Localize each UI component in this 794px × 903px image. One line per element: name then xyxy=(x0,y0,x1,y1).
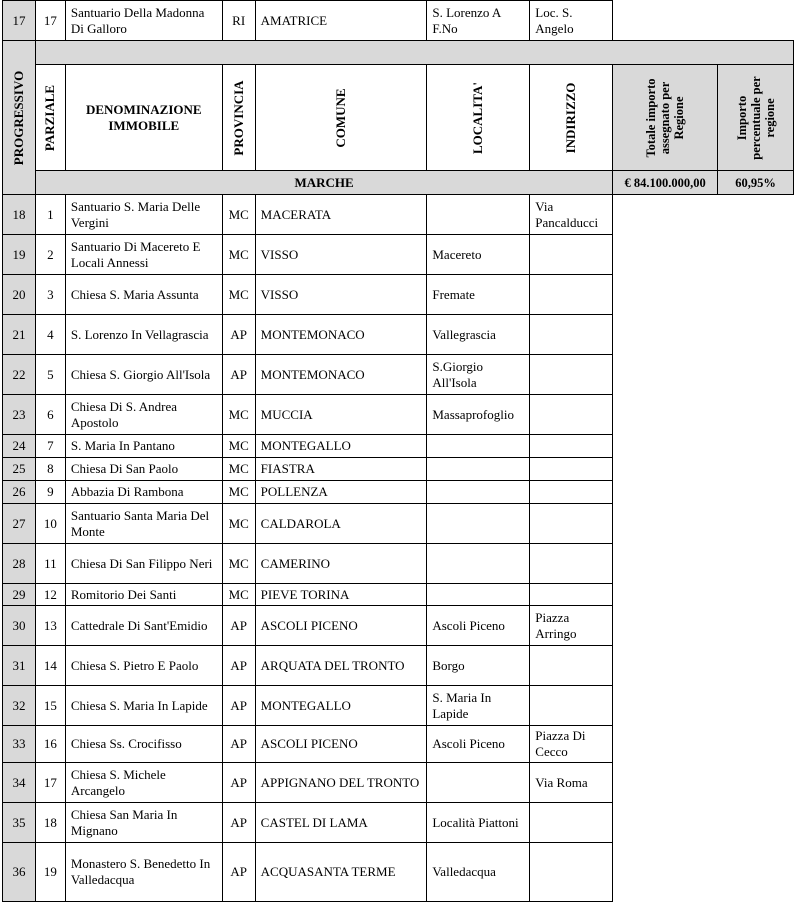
empty-cell xyxy=(613,763,794,803)
cell-progressivo: 26 xyxy=(3,481,36,504)
cell-indirizzo xyxy=(530,504,613,544)
table-row xyxy=(3,763,794,803)
empty-cell xyxy=(613,843,794,902)
cell-indirizzo: Via Pancalducci xyxy=(530,195,613,235)
cell-parziale: 6 xyxy=(35,395,65,435)
table-row xyxy=(3,803,794,843)
cell-localita: S.Giorgio All'Isola xyxy=(427,355,530,395)
cell-provincia: AP xyxy=(222,606,255,646)
region-row xyxy=(3,171,794,195)
cell-denominazione: Chiesa S. Giorgio All'Isola xyxy=(65,355,222,395)
cell-provincia: AP xyxy=(222,843,255,902)
cell-indirizzo xyxy=(530,315,613,355)
cell-comune: MONTEMONACO xyxy=(255,355,427,395)
cell-indirizzo xyxy=(530,458,613,481)
cell-denominazione: Chiesa S. Michele Arcangelo xyxy=(65,763,222,803)
cell-provincia: MC xyxy=(222,195,255,235)
empty-cell xyxy=(613,355,794,395)
empty-cell xyxy=(613,584,794,606)
cell-comune: MONTEMONACO xyxy=(255,315,427,355)
cell-localita: S. Lorenzo A F.No xyxy=(427,1,530,41)
empty-cell xyxy=(613,275,794,315)
table-row xyxy=(3,686,794,726)
table-row xyxy=(3,235,794,275)
empty-cell xyxy=(613,606,794,646)
cell-parziale: 4 xyxy=(35,315,65,355)
cell-parziale: 19 xyxy=(35,843,65,902)
cell-provincia: AP xyxy=(222,803,255,843)
table-row xyxy=(3,195,794,235)
cell-indirizzo xyxy=(530,544,613,584)
cell-comune: MONTEGALLO xyxy=(255,435,427,458)
cell-parziale: 11 xyxy=(35,544,65,584)
cell-indirizzo xyxy=(530,235,613,275)
cell-denominazione: Abbazia Di Rambona xyxy=(65,481,222,504)
empty-cell xyxy=(613,544,794,584)
table-row xyxy=(3,315,794,355)
empty-cell xyxy=(613,195,794,235)
cell-indirizzo xyxy=(530,803,613,843)
gray-band xyxy=(35,41,793,65)
cell-localita: Fremate xyxy=(427,275,530,315)
cell-progressivo: 22 xyxy=(3,355,36,395)
cell-localita xyxy=(427,481,530,504)
header-denominazione: DENOMINAZIONE IMMOBILE xyxy=(65,65,222,171)
header-parziale: PARZIALE xyxy=(35,65,65,171)
cell-indirizzo xyxy=(530,646,613,686)
cell-indirizzo: Piazza Arringo xyxy=(530,606,613,646)
table-row xyxy=(3,504,794,544)
cell-denominazione: Chiesa San Maria In Mignano xyxy=(65,803,222,843)
cell-provincia: AP xyxy=(222,315,255,355)
cell-indirizzo xyxy=(530,481,613,504)
cell-progressivo: 20 xyxy=(3,275,36,315)
cell-indirizzo xyxy=(530,584,613,606)
cell-provincia: MC xyxy=(222,584,255,606)
cell-comune: FIASTRA xyxy=(255,458,427,481)
cell-progressivo: 30 xyxy=(3,606,36,646)
empty-cell xyxy=(613,481,794,504)
cell-denominazione: Santuario Della Madonna Di Galloro xyxy=(65,1,222,41)
cell-progressivo: 18 xyxy=(3,195,36,235)
table-row xyxy=(3,481,794,504)
cell-comune: APPIGNANO DEL TRONTO xyxy=(255,763,427,803)
empty-cell xyxy=(613,235,794,275)
empty-cell xyxy=(613,315,794,355)
cell-progressivo: 19 xyxy=(3,235,36,275)
cell-progressivo: 23 xyxy=(3,395,36,435)
cell-comune: AMATRICE xyxy=(255,1,427,41)
cell-progressivo: 35 xyxy=(3,803,36,843)
empty-cell xyxy=(613,803,794,843)
table-row xyxy=(3,646,794,686)
header-progressivo: PROGRESSIVO xyxy=(3,41,36,195)
cell-denominazione: S. Lorenzo In Vellagrascia xyxy=(65,315,222,355)
cell-parziale: 17 xyxy=(35,763,65,803)
header-comune: COMUNE xyxy=(255,65,427,171)
cell-localita xyxy=(427,435,530,458)
cell-localita xyxy=(427,763,530,803)
cell-provincia: MC xyxy=(222,544,255,584)
cell-parziale: 15 xyxy=(35,686,65,726)
cell-denominazione: Chiesa S. Maria In Lapide xyxy=(65,686,222,726)
cell-provincia: MC xyxy=(222,504,255,544)
cell-parziale: 16 xyxy=(35,726,65,763)
header-localita: LOCALITA' xyxy=(427,65,530,171)
cell-indirizzo xyxy=(530,355,613,395)
cell-parziale: 5 xyxy=(35,355,65,395)
cell-provincia: RI xyxy=(222,1,255,41)
cell-denominazione: Romitorio Dei Santi xyxy=(65,584,222,606)
cell-parziale: 9 xyxy=(35,481,65,504)
cell-localita: Ascoli Piceno xyxy=(427,726,530,763)
cell-denominazione: Chiesa Di San Paolo xyxy=(65,458,222,481)
cell-comune: CASTEL DI LAMA xyxy=(255,803,427,843)
cell-provincia: MC xyxy=(222,275,255,315)
cell-progressivo: 32 xyxy=(3,686,36,726)
cell-indirizzo: Via Roma xyxy=(530,763,613,803)
cell-denominazione: S. Maria In Pantano xyxy=(65,435,222,458)
cell-localita: Ascoli Piceno xyxy=(427,606,530,646)
cell-provincia: AP xyxy=(222,646,255,686)
cell-provincia: MC xyxy=(222,481,255,504)
cell-progressivo: 28 xyxy=(3,544,36,584)
cell-progressivo: 33 xyxy=(3,726,36,763)
cell-localita: Vallegrascia xyxy=(427,315,530,355)
cell-localita xyxy=(427,544,530,584)
table-row xyxy=(3,606,794,646)
cell-denominazione: Santuario Santa Maria Del Monte xyxy=(65,504,222,544)
empty-cell xyxy=(613,435,794,458)
region-totale: € 84.100.000,00 xyxy=(613,171,718,195)
table-row xyxy=(3,355,794,395)
header-provincia: PROVINCIA xyxy=(222,65,255,171)
cell-indirizzo: Piazza Di Cecco xyxy=(530,726,613,763)
cell-comune: CALDAROLA xyxy=(255,504,427,544)
table-row xyxy=(3,726,794,763)
cell-localita xyxy=(427,458,530,481)
header-totale: Totale importo assegnato per Regione xyxy=(613,65,718,171)
cell-denominazione: Monastero S. Benedetto In Valledacqua xyxy=(65,843,222,902)
cell-localita: Località Piattoni xyxy=(427,803,530,843)
cell-comune: PIEVE TORINA xyxy=(255,584,427,606)
cell-localita: Borgo xyxy=(427,646,530,686)
cell-comune: MONTEGALLO xyxy=(255,686,427,726)
cell-comune: ACQUASANTA TERME xyxy=(255,843,427,902)
empty-cell xyxy=(613,1,794,41)
cell-localita xyxy=(427,584,530,606)
cell-provincia: AP xyxy=(222,355,255,395)
cell-provincia: MC xyxy=(222,458,255,481)
header-indirizzo: INDIRIZZO xyxy=(530,65,613,171)
cell-provincia: AP xyxy=(222,763,255,803)
table-row xyxy=(3,1,794,41)
cell-localita: Macereto xyxy=(427,235,530,275)
cell-progressivo: 27 xyxy=(3,504,36,544)
cell-comune: ASCOLI PICENO xyxy=(255,726,427,763)
cell-parziale: 3 xyxy=(35,275,65,315)
region-percentuale: 60,95% xyxy=(718,171,794,195)
cell-provincia: AP xyxy=(222,726,255,763)
cell-parziale: 2 xyxy=(35,235,65,275)
cell-localita: S. Maria In Lapide xyxy=(427,686,530,726)
cell-comune: CAMERINO xyxy=(255,544,427,584)
cell-progressivo: 17 xyxy=(3,1,36,41)
cell-progressivo: 31 xyxy=(3,646,36,686)
cell-denominazione: Chiesa Di S. Andrea Apostolo xyxy=(65,395,222,435)
table-row xyxy=(3,435,794,458)
header-percentuale: Importo percentuale per regione xyxy=(718,65,794,171)
cell-parziale: 7 xyxy=(35,435,65,458)
cell-parziale: 12 xyxy=(35,584,65,606)
table-row xyxy=(3,275,794,315)
cell-progressivo: 29 xyxy=(3,584,36,606)
cell-indirizzo: Loc. S. Angelo xyxy=(530,1,613,41)
cell-indirizzo xyxy=(530,843,613,902)
cell-comune: ARQUATA DEL TRONTO xyxy=(255,646,427,686)
cell-provincia: MC xyxy=(222,435,255,458)
cell-localita xyxy=(427,195,530,235)
cell-denominazione: Santuario S. Maria Delle Vergini xyxy=(65,195,222,235)
gray-band-row xyxy=(3,41,794,65)
properties-table xyxy=(2,0,794,902)
table-row xyxy=(3,544,794,584)
cell-indirizzo xyxy=(530,686,613,726)
empty-cell xyxy=(613,395,794,435)
cell-denominazione: Chiesa Di San Filippo Neri xyxy=(65,544,222,584)
table-row xyxy=(3,843,794,902)
cell-indirizzo xyxy=(530,275,613,315)
cell-progressivo: 36 xyxy=(3,843,36,902)
cell-parziale: 18 xyxy=(35,803,65,843)
cell-comune: MUCCIA xyxy=(255,395,427,435)
empty-cell xyxy=(613,646,794,686)
empty-cell xyxy=(613,726,794,763)
cell-indirizzo xyxy=(530,395,613,435)
cell-progressivo: 25 xyxy=(3,458,36,481)
cell-provincia: MC xyxy=(222,395,255,435)
cell-parziale: 13 xyxy=(35,606,65,646)
table-row xyxy=(3,584,794,606)
table-row xyxy=(3,395,794,435)
cell-provincia: MC xyxy=(222,235,255,275)
cell-parziale: 10 xyxy=(35,504,65,544)
cell-progressivo: 34 xyxy=(3,763,36,803)
region-name: MARCHE xyxy=(35,171,612,195)
cell-comune: ASCOLI PICENO xyxy=(255,606,427,646)
cell-denominazione: Chiesa S. Pietro E Paolo xyxy=(65,646,222,686)
empty-cell xyxy=(613,504,794,544)
cell-denominazione: Cattedrale Di Sant'Emidio xyxy=(65,606,222,646)
cell-comune: MACERATA xyxy=(255,195,427,235)
cell-progressivo: 24 xyxy=(3,435,36,458)
cell-denominazione: Chiesa Ss. Crocifisso xyxy=(65,726,222,763)
cell-parziale: 1 xyxy=(35,195,65,235)
cell-provincia: AP xyxy=(222,686,255,726)
empty-cell xyxy=(613,686,794,726)
cell-comune: POLLENZA xyxy=(255,481,427,504)
cell-localita: Massaprofoglio xyxy=(427,395,530,435)
header-row xyxy=(3,65,794,171)
empty-cell xyxy=(613,458,794,481)
cell-indirizzo xyxy=(530,435,613,458)
cell-comune: VISSO xyxy=(255,275,427,315)
cell-localita: Valledacqua xyxy=(427,843,530,902)
cell-denominazione: Chiesa S. Maria Assunta xyxy=(65,275,222,315)
cell-comune: VISSO xyxy=(255,235,427,275)
cell-parziale: 14 xyxy=(35,646,65,686)
cell-progressivo: 21 xyxy=(3,315,36,355)
cell-denominazione: Santuario Di Macereto E Locali Annessi xyxy=(65,235,222,275)
cell-parziale: 8 xyxy=(35,458,65,481)
cell-parziale: 17 xyxy=(35,1,65,41)
table-row xyxy=(3,458,794,481)
cell-localita xyxy=(427,504,530,544)
